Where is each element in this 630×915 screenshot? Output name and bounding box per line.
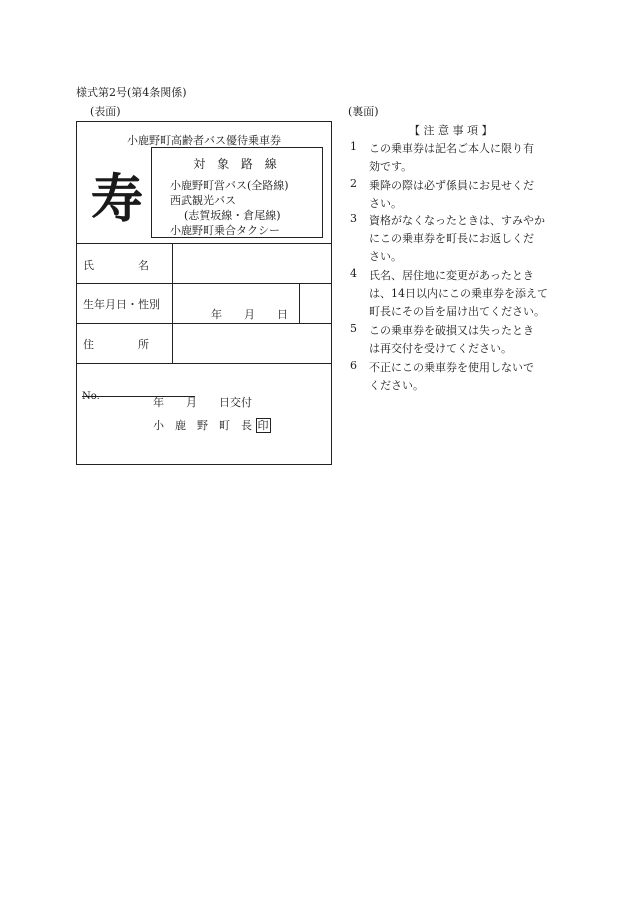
note-text: 不正にこの乗車券を使用しないで xyxy=(369,361,534,374)
seal-mark: 印 xyxy=(257,419,269,432)
note-number: 1 xyxy=(350,140,357,153)
note-text: さい。 xyxy=(369,197,402,210)
issuer-line xyxy=(153,417,271,433)
divider xyxy=(77,283,331,284)
note-text: この乗車券は記名ご本人に限り有 xyxy=(369,142,534,155)
route-item: 小鹿野町営バス(全路線) xyxy=(170,179,289,192)
address-label: 住 所 xyxy=(83,338,149,351)
notes-heading: 【 注 意 事 項 】 xyxy=(409,124,493,137)
note-number: 5 xyxy=(350,322,357,335)
form-number-title: 様式第2号(第4条関係) xyxy=(76,86,187,99)
divider xyxy=(77,323,331,324)
note-text: さい。 xyxy=(369,250,402,263)
note-text: ください。 xyxy=(369,379,424,392)
back-side-label: (裏面) xyxy=(348,105,379,118)
note-text: 乗降の際は必ず係員にお見せくだ xyxy=(369,179,534,192)
ticket-front-card xyxy=(76,121,332,465)
ticket-title: 小鹿野町高齢者バス優待乗車券 xyxy=(127,134,281,147)
routes-heading: 対 象 路 線 xyxy=(193,157,281,171)
route-item: (志賀坂線・倉尾線) xyxy=(184,209,281,222)
note-number: 2 xyxy=(350,177,357,190)
front-side-label: (表面) xyxy=(90,105,121,118)
note-text: 氏名、居住地に変更があったとき xyxy=(369,269,534,282)
divider xyxy=(77,243,331,244)
divider xyxy=(299,283,300,323)
note-number: 4 xyxy=(350,267,357,280)
note-number: 3 xyxy=(350,212,357,225)
route-item: 西武観光バス xyxy=(170,194,236,207)
note-number: 6 xyxy=(350,359,357,372)
divider xyxy=(172,243,173,363)
note-text: にこの乗車券を町長にお返しくだ xyxy=(369,232,534,245)
note-text: この乗車券を破損又は失ったとき xyxy=(369,324,534,337)
note-text: 資格がなくなったときは、すみやか xyxy=(369,214,545,227)
birth-date-units: 年 月 日 xyxy=(211,308,288,321)
birth-sex-label: 生年月日・性別 xyxy=(83,298,160,311)
issuer-name: 小 鹿 野 町 長 xyxy=(153,419,252,432)
name-label: 氏 名 xyxy=(83,259,149,272)
note-text: は、14日以内にこの乗車券を添えて xyxy=(369,287,548,300)
kotobuki-emblem: 寿 xyxy=(91,169,142,230)
note-text: 町長にその旨を届け出てください。 xyxy=(369,305,545,318)
divider xyxy=(77,363,331,364)
route-item: 小鹿野町乗合タクシー xyxy=(170,224,280,237)
number-label: No. xyxy=(82,391,100,402)
issue-date: 年 月 日交付 xyxy=(153,396,252,409)
target-routes-box xyxy=(151,147,323,238)
note-text: は再交付を受けてください。 xyxy=(369,342,512,355)
note-text: 効です。 xyxy=(369,160,413,173)
